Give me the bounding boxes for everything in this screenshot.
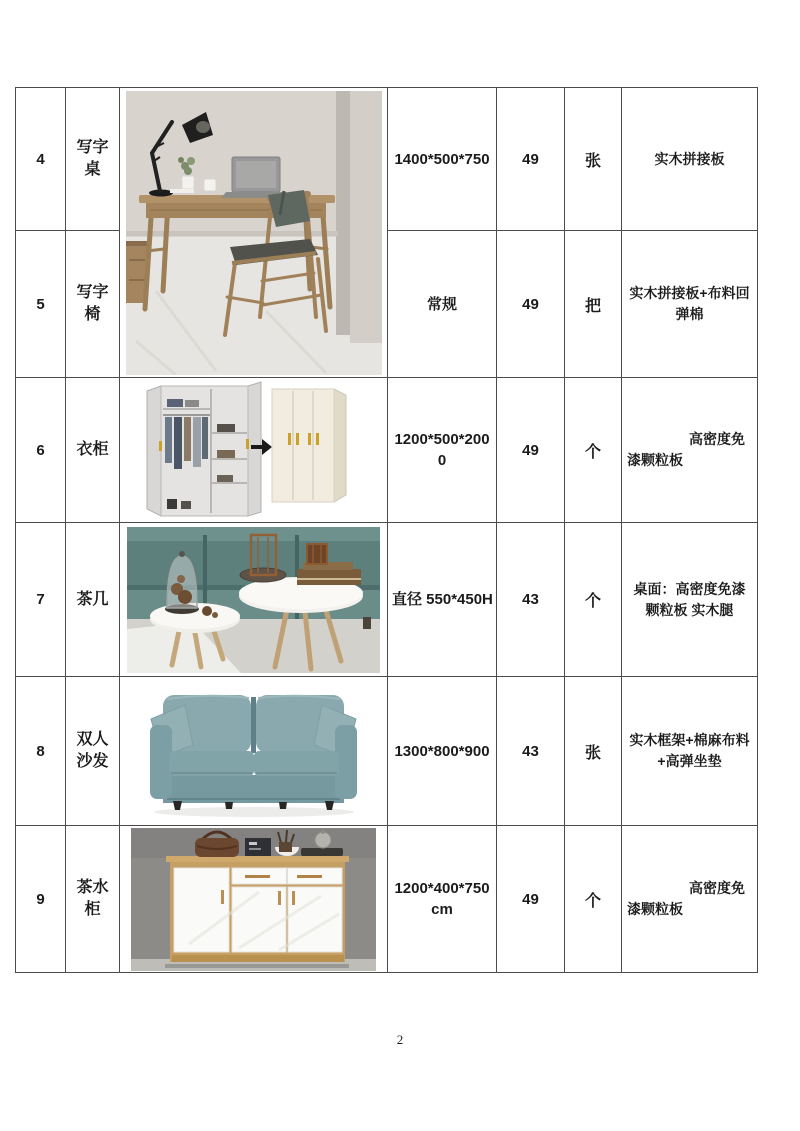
item-qty: 49 — [497, 378, 565, 523]
item-name: 写字椅 — [66, 231, 120, 378]
item-index: 6 — [16, 378, 66, 523]
wardrobe-image — [125, 381, 383, 519]
item-unit: 张 — [565, 677, 622, 826]
sofa-image — [127, 681, 380, 822]
wardrobe-closed — [272, 389, 346, 502]
furniture-table — [15, 87, 758, 973]
sideboard-image — [131, 828, 376, 971]
item-photo — [120, 523, 388, 677]
item-material: 高密度免漆颗粒板 — [622, 826, 758, 973]
page-number: 2 — [396, 1032, 404, 1047]
item-material: 实木拼接板+布料回弹棉 — [622, 231, 758, 378]
item-index: 5 — [16, 231, 66, 378]
item-size: 1300*800*900 — [388, 677, 497, 826]
item-photo — [120, 378, 388, 523]
item-material: 高密度免漆颗粒板 — [622, 378, 758, 523]
item-index: 9 — [16, 826, 66, 973]
desk-scene-image — [126, 91, 382, 375]
sofa — [150, 695, 357, 810]
item-qty: 49 — [497, 826, 565, 973]
item-name: 双人沙发 — [66, 677, 120, 826]
item-material: 桌面：高密度免漆颗粒板 实木腿 — [622, 523, 758, 677]
item-qty: 43 — [497, 677, 565, 826]
item-unit: 个 — [565, 523, 622, 677]
item-qty: 49 — [497, 88, 565, 231]
item-photo — [120, 88, 388, 378]
item-size: 1200*400*750cm — [388, 826, 497, 973]
item-index: 4 — [16, 88, 66, 231]
item-size: 1400*500*750 — [388, 88, 497, 231]
item-qty: 49 — [497, 231, 565, 378]
item-name: 茶水柜 — [66, 826, 120, 973]
item-name: 写字桌 — [66, 88, 120, 231]
mug — [204, 179, 219, 191]
table-row — [16, 826, 758, 973]
item-name: 衣柜 — [66, 378, 120, 523]
coffee-table-image — [127, 527, 380, 673]
item-index: 8 — [16, 677, 66, 826]
item-unit: 把 — [565, 231, 622, 378]
item-unit: 个 — [565, 826, 622, 973]
item-name: 茶几 — [66, 523, 120, 677]
sideboard-cabinet — [166, 856, 349, 962]
table-row — [16, 378, 758, 523]
item-qty: 43 — [497, 523, 565, 677]
item-size: 直径 550*450H — [388, 523, 497, 677]
wardrobe-open — [147, 382, 261, 516]
item-photo — [120, 677, 388, 826]
item-material: 实木框架+棉麻布料+高弹坐垫 — [622, 677, 758, 826]
item-size: 1200*500*2000 — [388, 378, 497, 523]
table-row — [16, 677, 758, 826]
item-index: 7 — [16, 523, 66, 677]
item-photo — [120, 826, 388, 973]
table-row — [16, 88, 758, 231]
item-size: 常规 — [388, 231, 497, 378]
item-unit: 个 — [565, 378, 622, 523]
item-unit: 张 — [565, 88, 622, 231]
table-row — [16, 523, 758, 677]
item-material: 实木拼接板 — [622, 88, 758, 231]
